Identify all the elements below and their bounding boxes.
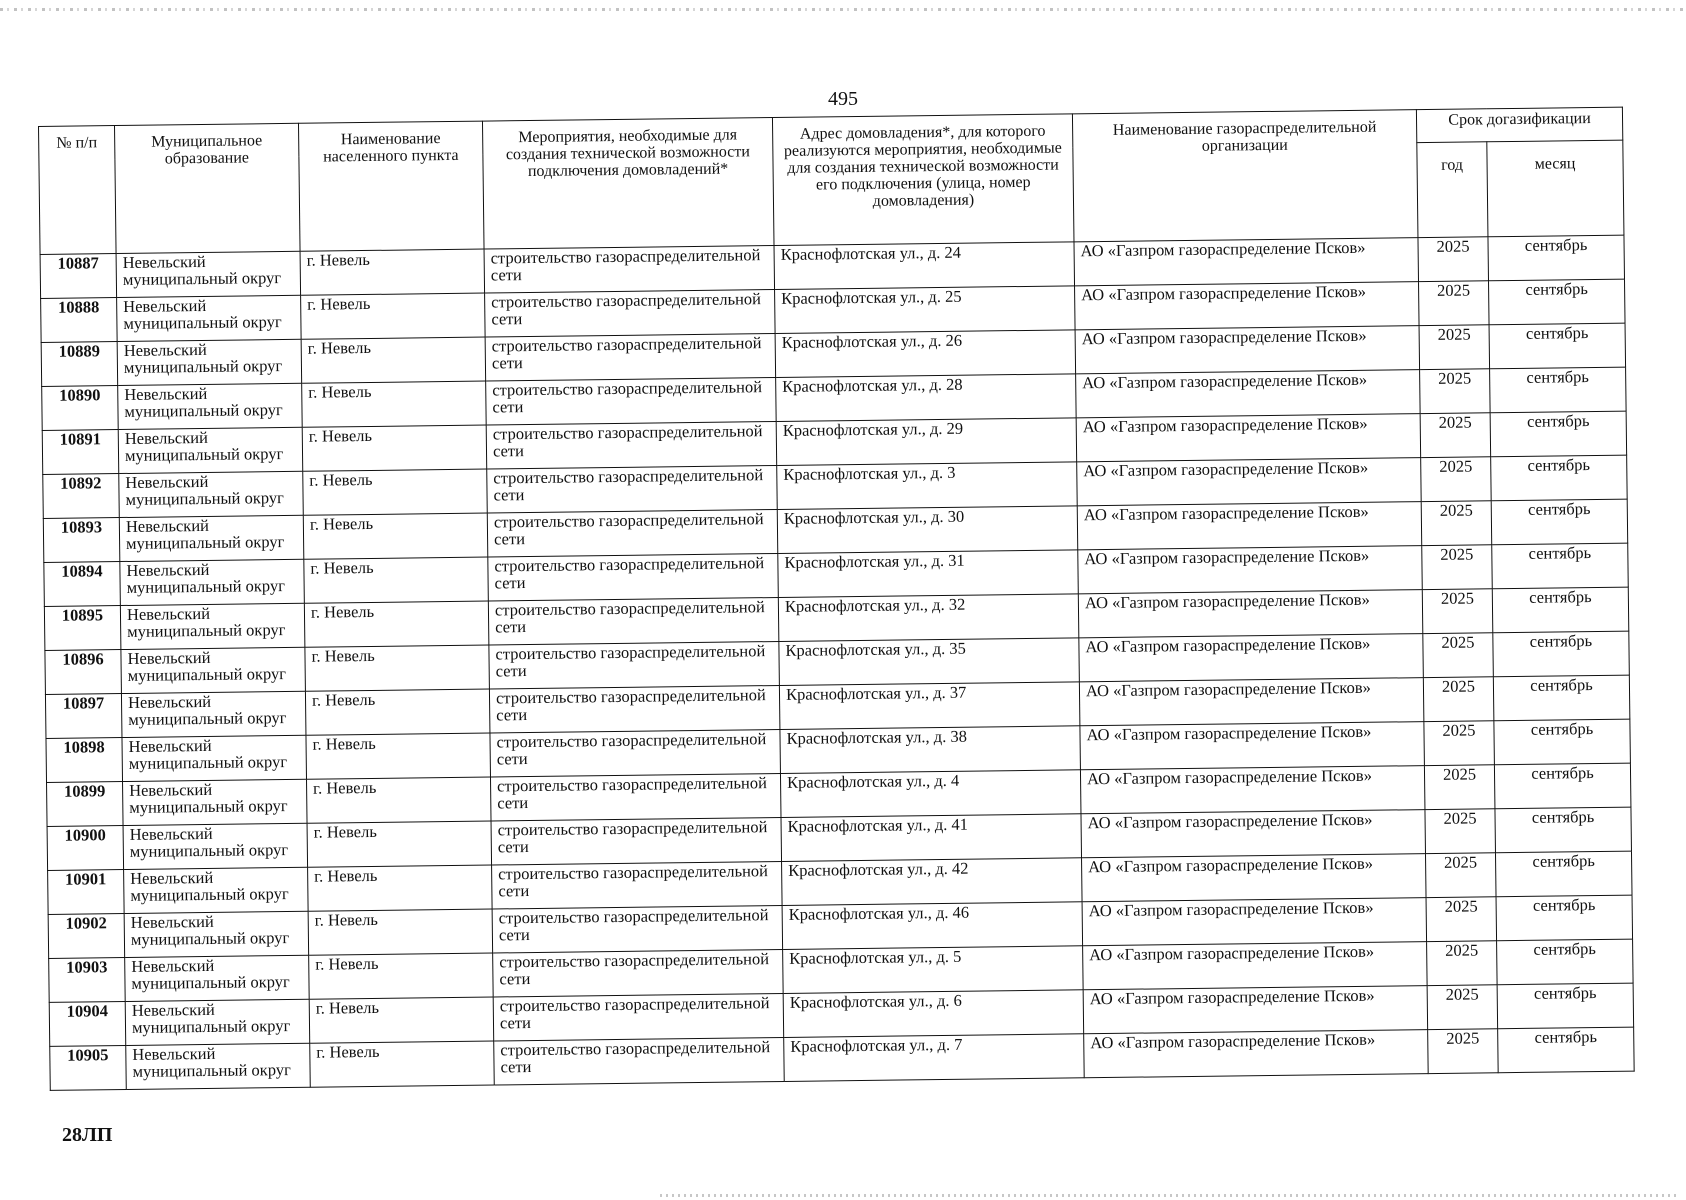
row-measure: строительство газораспределительной сети bbox=[488, 597, 779, 645]
row-measure: строительство газораспределительной сети bbox=[490, 729, 781, 777]
row-month: сентябрь bbox=[1495, 807, 1632, 853]
row-number: 10904 bbox=[49, 1002, 126, 1047]
row-municipality: Невельский муниципальный округ bbox=[122, 735, 307, 781]
footer-code: 28ЛП bbox=[62, 1124, 113, 1146]
row-number: 10899 bbox=[47, 782, 124, 827]
row-address: Краснофлотская ул., д. 29 bbox=[776, 418, 1077, 466]
row-year: 2025 bbox=[1425, 853, 1496, 898]
row-measure: строительство газораспределительной сети bbox=[491, 817, 782, 865]
row-org: АО «Газпром газораспределение Псков» bbox=[1080, 766, 1425, 814]
row-municipality: Невельский муниципальный округ bbox=[123, 779, 308, 825]
row-settlement: г. Невель bbox=[310, 1041, 495, 1087]
row-year: 2025 bbox=[1425, 809, 1496, 854]
header-municipality: Муниципальное образование bbox=[115, 123, 301, 253]
row-year: 2025 bbox=[1426, 897, 1497, 942]
row-municipality: Невельский муниципальный округ bbox=[124, 911, 309, 957]
row-year: 2025 bbox=[1428, 1029, 1499, 1074]
row-org: АО «Газпром газораспределение Псков» bbox=[1079, 678, 1424, 726]
row-number: 10903 bbox=[49, 958, 126, 1003]
row-settlement: г. Невель bbox=[304, 601, 489, 647]
row-address: Краснофлотская ул., д. 6 bbox=[783, 990, 1084, 1038]
row-number: 10901 bbox=[48, 870, 125, 915]
row-settlement: г. Невель bbox=[306, 733, 491, 779]
row-number: 10895 bbox=[44, 606, 121, 651]
row-settlement: г. Невель bbox=[305, 645, 490, 691]
row-org: АО «Газпром газораспределение Псков» bbox=[1077, 502, 1422, 550]
row-number: 10891 bbox=[42, 430, 119, 475]
row-org: АО «Газпром газораспределение Псков» bbox=[1077, 458, 1422, 506]
row-settlement: г. Невель bbox=[303, 513, 488, 559]
row-org: АО «Газпром газораспределение Псков» bbox=[1084, 1030, 1429, 1078]
row-month: сентябрь bbox=[1497, 939, 1634, 985]
row-org: АО «Газпром газораспределение Псков» bbox=[1082, 898, 1427, 946]
row-year: 2025 bbox=[1427, 985, 1498, 1030]
row-address: Краснофлотская ул., д. 25 bbox=[775, 286, 1076, 334]
row-org: АО «Газпром газораспределение Псков» bbox=[1079, 634, 1424, 682]
row-municipality: Невельский муниципальный округ bbox=[116, 251, 301, 297]
row-number: 10890 bbox=[42, 386, 119, 431]
row-measure: строительство газораспределительной сети bbox=[486, 422, 777, 470]
row-year: 2025 bbox=[1427, 941, 1498, 986]
row-org: АО «Газпром газораспределение Псков» bbox=[1078, 546, 1423, 594]
row-municipality: Невельский муниципальный округ bbox=[125, 955, 310, 1001]
row-year: 2025 bbox=[1423, 633, 1494, 678]
row-measure: строительство газораспределительной сети bbox=[485, 334, 776, 382]
row-municipality: Невельский муниципальный округ bbox=[117, 339, 302, 385]
row-year: 2025 bbox=[1420, 413, 1491, 458]
row-month: сентябрь bbox=[1491, 455, 1628, 501]
row-settlement: г. Невель bbox=[307, 777, 492, 823]
row-address: Краснофлотская ул., д. 31 bbox=[778, 550, 1079, 598]
row-month: сентябрь bbox=[1489, 323, 1626, 369]
row-number: 10892 bbox=[43, 474, 120, 519]
row-month: сентябрь bbox=[1493, 675, 1630, 721]
row-month: сентябрь bbox=[1494, 763, 1631, 809]
row-year: 2025 bbox=[1421, 457, 1492, 502]
row-municipality: Невельский муниципальный округ bbox=[120, 603, 305, 649]
row-month: сентябрь bbox=[1488, 235, 1625, 281]
row-month: сентябрь bbox=[1490, 367, 1627, 413]
row-municipality: Невельский муниципальный округ bbox=[125, 999, 310, 1045]
row-measure: строительство газораспределительной сети bbox=[493, 993, 784, 1041]
row-settlement: г. Невель bbox=[301, 337, 486, 383]
row-year: 2025 bbox=[1424, 765, 1495, 810]
row-address: Краснофлотская ул., д. 41 bbox=[781, 814, 1082, 862]
row-month: сентябрь bbox=[1491, 499, 1628, 545]
row-municipality: Невельский муниципальный округ bbox=[126, 1043, 311, 1089]
row-org: АО «Газпром газораспределение Псков» bbox=[1082, 854, 1427, 902]
row-month: сентябрь bbox=[1496, 895, 1633, 941]
row-org: АО «Газпром газораспределение Псков» bbox=[1078, 590, 1423, 638]
row-measure: строительство газораспределительной сети bbox=[494, 1037, 785, 1085]
row-year: 2025 bbox=[1423, 677, 1494, 722]
row-municipality: Невельский муниципальный округ bbox=[124, 867, 309, 913]
row-address: Краснофлотская ул., д. 3 bbox=[777, 462, 1078, 510]
row-year: 2025 bbox=[1419, 281, 1490, 326]
header-address: Адрес домовладения*, для которого реализуются мероприятия, необходимые для создания технической возможности его подключения (улица, номер домовладения) bbox=[772, 114, 1074, 246]
row-year: 2025 bbox=[1424, 721, 1495, 766]
row-municipality: Невельский муниципальный округ bbox=[121, 647, 306, 693]
row-number: 10894 bbox=[44, 562, 121, 607]
header-org: Наименование газораспределительной организации bbox=[1072, 110, 1418, 242]
row-settlement: г. Невель bbox=[309, 953, 494, 999]
row-number: 10887 bbox=[40, 254, 117, 299]
row-address: Краснофлотская ул., д. 7 bbox=[784, 1034, 1085, 1082]
row-measure: строительство газораспределительной сети bbox=[490, 773, 781, 821]
row-year: 2025 bbox=[1422, 589, 1493, 634]
row-settlement: г. Невель bbox=[304, 557, 489, 603]
row-measure: строительство газораспределительной сети bbox=[485, 290, 776, 338]
row-address: Краснофлотская ул., д. 30 bbox=[777, 506, 1078, 554]
row-municipality: Невельский муниципальный округ bbox=[118, 383, 303, 429]
row-address: Краснофлотская ул., д. 38 bbox=[780, 726, 1081, 774]
row-address: Краснофлотская ул., д. 37 bbox=[779, 682, 1080, 730]
row-org: АО «Газпром газораспределение Псков» bbox=[1080, 722, 1425, 770]
header-month: месяц bbox=[1487, 140, 1624, 237]
row-month: сентябрь bbox=[1488, 279, 1625, 325]
row-measure: строительство газораспределительной сети bbox=[487, 466, 778, 514]
row-municipality: Невельский муниципальный округ bbox=[118, 427, 303, 473]
gasification-table bbox=[38, 107, 1635, 1091]
row-measure: строительство газораспределительной сети bbox=[489, 641, 780, 689]
row-measure: строительство газораспределительной сети bbox=[484, 246, 775, 294]
row-municipality: Невельский муниципальный округ bbox=[120, 559, 305, 605]
row-measure: строительство газораспределительной сети bbox=[488, 553, 779, 601]
row-number: 10888 bbox=[41, 298, 118, 343]
row-address: Краснофлотская ул., д. 28 bbox=[776, 374, 1077, 422]
row-settlement: г. Невель bbox=[303, 469, 488, 515]
document-sheet bbox=[38, 107, 1634, 1091]
row-settlement: г. Невель bbox=[308, 909, 493, 955]
row-org: АО «Газпром газораспределение Псков» bbox=[1081, 810, 1426, 858]
header-settlement: Наименование населенного пункта bbox=[298, 121, 484, 251]
header-row bbox=[39, 107, 1623, 159]
row-address: Краснофлотская ул., д. 46 bbox=[782, 902, 1083, 950]
row-measure: строительство газораспределительной сети bbox=[492, 861, 783, 909]
row-address: Краснофлотская ул., д. 5 bbox=[783, 946, 1084, 994]
row-year: 2025 bbox=[1422, 545, 1493, 590]
row-year: 2025 bbox=[1418, 237, 1489, 282]
row-month: сентябрь bbox=[1492, 587, 1629, 633]
row-month: сентябрь bbox=[1497, 983, 1634, 1029]
row-org: АО «Газпром газораспределение Псков» bbox=[1083, 986, 1428, 1034]
table-body bbox=[40, 235, 1634, 1090]
row-month: сентябрь bbox=[1493, 631, 1630, 677]
header-num: № п/п bbox=[39, 126, 117, 255]
row-number: 10902 bbox=[48, 914, 125, 959]
row-org: АО «Газпром газораспределение Псков» bbox=[1074, 238, 1419, 286]
row-address: Краснофлотская ул., д. 35 bbox=[779, 638, 1080, 686]
page-number: 495 bbox=[828, 88, 858, 110]
row-number: 10905 bbox=[50, 1045, 127, 1090]
row-measure: строительство газораспределительной сети bbox=[492, 905, 783, 953]
row-org: АО «Газпром газораспределение Псков» bbox=[1083, 942, 1428, 990]
row-municipality: Невельский муниципальный округ bbox=[123, 823, 308, 869]
row-year: 2025 bbox=[1419, 325, 1490, 370]
row-settlement: г. Невель bbox=[309, 997, 494, 1043]
scan-edge-top bbox=[0, 8, 1686, 11]
row-year: 2025 bbox=[1420, 369, 1491, 414]
row-org: АО «Газпром газораспределение Псков» bbox=[1076, 370, 1421, 418]
row-measure: строительство газораспределительной сети bbox=[487, 509, 778, 557]
scan-edge-bottom bbox=[660, 1194, 1680, 1197]
header-period: Срок догазификации bbox=[1416, 107, 1622, 143]
row-number: 10897 bbox=[45, 694, 122, 739]
row-settlement: г. Невель bbox=[307, 821, 492, 867]
row-address: Краснофлотская ул., д. 24 bbox=[774, 242, 1075, 290]
row-settlement: г. Невель bbox=[302, 425, 487, 471]
row-municipality: Невельский муниципальный округ bbox=[119, 471, 304, 517]
row-municipality: Невельский муниципальный округ bbox=[119, 515, 304, 561]
row-month: сентябрь bbox=[1495, 851, 1632, 897]
row-address: Краснофлотская ул., д. 4 bbox=[780, 770, 1081, 818]
row-measure: строительство газораспределительной сети bbox=[489, 685, 780, 733]
row-month: сентябрь bbox=[1490, 411, 1627, 457]
row-address: Краснофлотская ул., д. 26 bbox=[775, 330, 1076, 378]
row-municipality: Невельский муниципальный округ bbox=[121, 691, 306, 737]
header-year: год bbox=[1417, 142, 1488, 238]
row-number: 10893 bbox=[43, 518, 120, 563]
row-settlement: г. Невель bbox=[300, 249, 485, 295]
row-number: 10900 bbox=[47, 826, 124, 871]
row-number: 10896 bbox=[45, 650, 122, 695]
header-measures: Мероприятия, необходимые для создания технической возможности подключения домовладений* bbox=[482, 118, 774, 250]
row-measure: строительство газораспределительной сети bbox=[493, 949, 784, 997]
row-settlement: г. Невель bbox=[305, 689, 490, 735]
row-number: 10898 bbox=[46, 738, 123, 783]
row-org: АО «Газпром газораспределение Псков» bbox=[1076, 414, 1421, 462]
row-number: 10889 bbox=[41, 342, 118, 387]
row-org: АО «Газпром газораспределение Псков» bbox=[1075, 326, 1420, 374]
row-settlement: г. Невель bbox=[302, 381, 487, 427]
row-year: 2025 bbox=[1421, 501, 1492, 546]
row-month: сентябрь bbox=[1498, 1027, 1635, 1073]
row-address: Краснофлотская ул., д. 42 bbox=[782, 858, 1083, 906]
row-address: Краснофлотская ул., д. 32 bbox=[778, 594, 1079, 642]
row-measure: строительство газораспределительной сети bbox=[486, 378, 777, 426]
row-org: АО «Газпром газораспределение Псков» bbox=[1075, 282, 1420, 330]
row-municipality: Невельский муниципальный округ bbox=[117, 295, 302, 341]
row-month: сентябрь bbox=[1492, 543, 1629, 589]
row-month: сентябрь bbox=[1494, 719, 1631, 765]
row-settlement: г. Невель bbox=[301, 293, 486, 339]
row-settlement: г. Невель bbox=[308, 865, 493, 911]
